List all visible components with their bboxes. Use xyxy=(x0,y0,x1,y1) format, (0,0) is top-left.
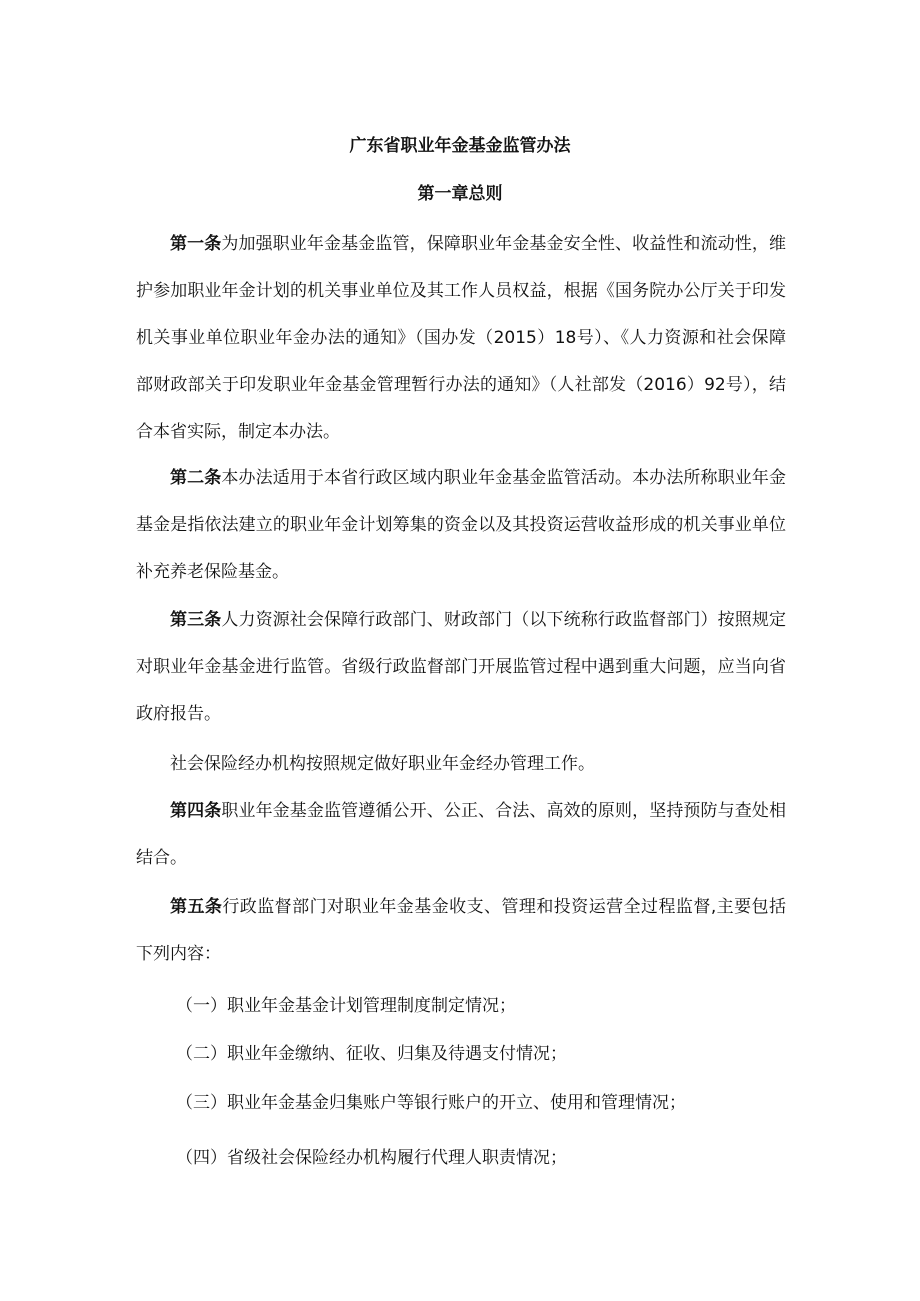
list-item: （二）职业年金缴纳、征收、归集及待遇支付情况； xyxy=(176,1044,567,1064)
article-4 xyxy=(136,788,786,882)
article-number: 第四条 xyxy=(170,801,222,821)
article-3 xyxy=(136,597,786,738)
article-text: 本办法适用于本省行政区域内职业年金基金监管活动。本办法所称职业年金基金是指依法建立的职业年金计划筹集的资金以及其投资运营收益形成的机关事业单位补充养老保险基金。 xyxy=(136,468,786,582)
article-text: 为加强职业年金基金监管，保障职业年金基金安全性、收益性和流动性，维护参加职业年金计划的机关事业单位及其工作人员权益，根据《国务院办公厅关于印发机关事业单位职业年金办法的通知》（国办发（2015）18号）、《人力资源和社会保障部财政部关于印发职业年金基金管理暂行办法的通知》（人社部发（2016）92号），结合本省实际，制定本办法。 xyxy=(136,234,786,442)
chapter-title: 第一章总则 xyxy=(417,184,503,204)
list-item: （一）职业年金基金计划管理制度制定情况； xyxy=(176,996,516,1016)
article-number: 第一条 xyxy=(170,234,222,254)
article-text: 职业年金基金监管遵循公开、公正、合法、高效的原则，坚持预防与查处相结合。 xyxy=(136,801,786,868)
article-2 xyxy=(136,455,786,596)
list-item: （三）职业年金基金归集账户等银行账户的开立、使用和管理情况； xyxy=(176,1093,686,1113)
article-3-paragraph-2 xyxy=(136,741,786,788)
article-text: 社会保险经办机构按照规定做好职业年金经办管理工作。 xyxy=(170,754,595,774)
article-number: 第二条 xyxy=(170,468,222,488)
article-1 xyxy=(136,221,786,456)
article-text: 人力资源社会保障行政部门、财政部门（以下统称行政监督部门）按照规定对职业年金基金进行监管。省级行政监督部门开展监管过程中遇到重大问题，应当向省政府报告。 xyxy=(136,610,786,724)
document-title: 广东省职业年金基金监管办法 xyxy=(349,136,571,156)
list-item: （四）省级社会保险经办机构履行代理人职责情况； xyxy=(176,1148,567,1168)
article-number: 第五条 xyxy=(170,897,223,917)
article-text: 行政监督部门对职业年金基金收支、管理和投资运营全过程监督,主要包括下列内容： xyxy=(136,897,787,964)
article-number: 第三条 xyxy=(170,610,222,630)
article-5 xyxy=(136,884,786,978)
